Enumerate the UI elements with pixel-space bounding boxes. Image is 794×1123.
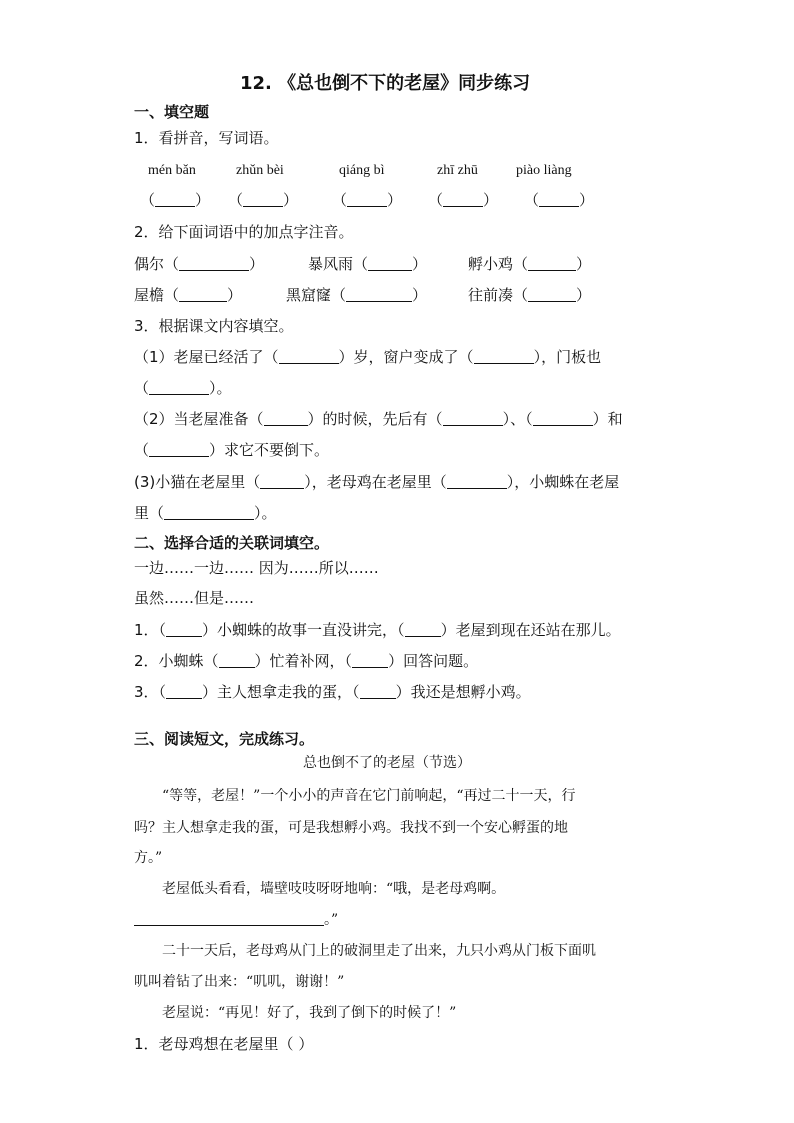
answer-blank-2[interactable]: （ ） [228,191,299,209]
q2-row2-item2[interactable]: 黑窟窿（ ） [286,286,428,304]
s2-q2[interactable]: 2．小蜘蛛（ ）忙着补网，（ ）回答问题。 [134,652,479,670]
section-2-heading: 二、选择合适的关联词填空。 [134,534,330,552]
q3-line6[interactable]: 里（ ）。 [134,504,277,522]
pinyin-2: zhǔn bèi [236,163,284,178]
q3-line5[interactable]: (3)小猫在老屋里（ ），老母鸡在老屋里（ ），小蜘蛛在老屋 [134,473,620,491]
q3-line4[interactable]: （ ）求它不要倒下。 [134,441,330,459]
passage-p1-line1: “等等，老屋！”一个小小的声音在它门前响起，“再过二十一天，行 [162,788,576,804]
q2-row1-item2[interactable]: 暴风雨（ ） [308,255,428,273]
s2-q1[interactable]: 1．（ ）小蜘蛛的故事一直没讲完，（ ）老屋到现在还站在那儿。 [134,621,621,639]
passage-p3-line2: 叽叫着钻了出来：“叽叽，谢谢！” [134,974,345,990]
page-title: 12. 《总也倒不下的老屋》同步练习 [240,73,531,94]
q3-prompt: 3．根据课文内容填空。 [134,317,294,335]
section-3-heading: 三、阅读短文，完成练习。 [134,730,315,748]
passage-p1-line2: 吗？主人想拿走我的蛋，可是我想孵小鸡。我找不到一个安心孵蛋的地 [134,820,568,836]
passage-p2-line2[interactable]: 。” [134,910,338,930]
conjunction-options-1: 一边……一边…… 因为……所以…… [134,559,379,577]
pinyin-5: piào liàng [516,163,572,178]
section-1-heading: 一、填空题 [134,103,210,121]
answer-blank-3[interactable]: （ ） [332,191,403,209]
q2-prompt: 2．给下面词语中的加点字注音。 [134,223,354,241]
q3-line2[interactable]: （ ）。 [134,379,232,397]
q2-row1-item1[interactable]: 偶尔（ ） [134,255,265,273]
s2-q3[interactable]: 3．（ ）主人想拿走我的蛋，（ ）我还是想孵小鸡。 [134,683,531,701]
passage-title: 总也倒不了的老屋（节选） [303,755,471,771]
passage-p2-line1: 老屋低头看看，墙壁吱吱呀呀地响：“哦，是老母鸡啊。 [162,881,506,897]
q2-row2-item1[interactable]: 屋檐（ ） [134,286,243,304]
q2-row1-item3[interactable]: 孵小鸡（ ） [468,255,592,273]
passage-p4: 老屋说：“再见！好了，我到了倒下的时候了！” [162,1005,457,1021]
q2-row2-item3[interactable]: 往前凑（ ） [468,286,592,304]
s3-q1[interactable]: 1．老母鸡想在老屋里（ ） [134,1035,314,1053]
answer-blank-4[interactable]: （ ） [428,191,499,209]
q3-line1[interactable]: （1）老屋已经活了（ ）岁，窗户变成了（ ），门板也 [134,348,602,366]
q3-line3[interactable]: （2）当老屋准备（ ）的时候，先后有（ ）、（ ）和 [134,410,623,428]
pinyin-4: zhī zhū [437,163,478,178]
passage-p1-line3: 方。” [134,850,163,866]
pinyin-1: mén bǎn [148,163,196,178]
answer-blank-1[interactable]: （ ） [140,191,211,209]
conjunction-options-2: 虽然……但是…… [134,589,255,607]
pinyin-3: qiáng bì [339,163,385,178]
answer-blank-5[interactable]: （ ） [524,191,595,209]
q1-prompt: 1．看拼音，写词语。 [134,129,279,147]
passage-p3-line1: 二十一天后，老母鸡从门上的破洞里走了出来，九只小鸡从门板下面叽 [162,943,596,959]
